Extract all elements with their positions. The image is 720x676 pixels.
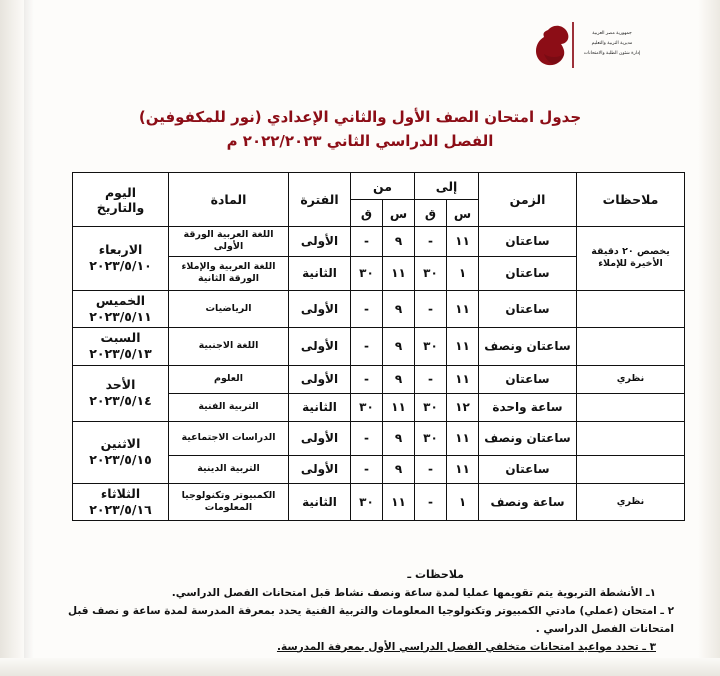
cell-from-minutes: -: [351, 455, 383, 483]
cell-to-minutes: ٣٠: [415, 421, 447, 455]
cell-from-hours: ١١: [383, 393, 415, 421]
cell-period: الأولى: [289, 290, 351, 328]
cell-from-minutes: -: [351, 290, 383, 328]
cell-to-minutes: -: [415, 483, 447, 521]
cell-to-minutes: -: [415, 365, 447, 393]
cell-subject: التربية الفنية: [169, 393, 289, 421]
cell-period: الثانية: [289, 256, 351, 290]
header-subject: المادة: [169, 173, 289, 227]
cell-to-minutes: -: [415, 455, 447, 483]
cell-to-minutes: ٣٠: [415, 256, 447, 290]
title-line-1: جدول امتحان الصف الأول والثاني الإعدادي (نور للمكفوفين): [138, 108, 582, 126]
cell-day-date-value: ٢٠٢٣/٥/١٤: [89, 393, 152, 409]
cell-day-date: [73, 483, 169, 521]
header-period: الفترة: [289, 173, 351, 227]
table-row: [73, 328, 685, 366]
cell-notes: [577, 455, 685, 483]
cell-day-date-value: ٢٠٢٣/٥/١١: [89, 308, 152, 324]
document-title: [0, 108, 720, 150]
cell-day-name: الاربعاء: [98, 242, 143, 258]
cell-from-hours: ٩: [383, 421, 415, 455]
cell-day-name: الاثنين: [100, 435, 141, 451]
cell-from-hours: ٩: [383, 227, 415, 257]
header-time: الزمن: [479, 173, 577, 227]
header-to-hours: س: [447, 200, 479, 227]
cell-from-hours: ٩: [383, 328, 415, 366]
cell-time: ساعتان: [479, 365, 577, 393]
header-from-hours: س: [383, 200, 415, 227]
title-line-2: الفصل الدراسي الثاني ٢٠٢٢/٢٠٢٣ م: [226, 132, 494, 150]
cell-from-hours: ٩: [383, 365, 415, 393]
table-row: [73, 365, 685, 393]
cell-time: ساعة واحدة: [479, 393, 577, 421]
cell-time: ساعة ونصف: [479, 483, 577, 521]
page-edge-right: [698, 0, 720, 676]
cell-period: الأولى: [289, 455, 351, 483]
cell-to-hours: ١١: [447, 365, 479, 393]
cell-notes: [577, 328, 685, 366]
cell-subject: العلوم: [169, 365, 289, 393]
header-day: اليوم: [104, 184, 137, 200]
cell-time: ساعتان: [479, 290, 577, 328]
cell-notes: [577, 421, 685, 455]
cell-day-date-value: ٢٠٢٣/٥/١٠: [89, 258, 152, 274]
table-row: [73, 483, 685, 521]
cell-day-date: [73, 365, 169, 421]
cell-from-minutes: ٣٠: [351, 393, 383, 421]
cell-period: الثانية: [289, 483, 351, 521]
page-edge-bottom: [0, 658, 720, 676]
cell-notes: يخصص ٢٠ دقيقة الأخيرة للإملاء: [577, 227, 685, 291]
table-row: [73, 421, 685, 455]
cell-time: ساعتان ونصف: [479, 328, 577, 366]
header-notes: ملاحظات: [577, 173, 685, 227]
header-date: والتاريخ: [96, 199, 145, 215]
cell-notes: [577, 290, 685, 328]
cell-day-date: [73, 290, 169, 328]
cell-to-minutes: ٣٠: [415, 393, 447, 421]
cell-from-minutes: -: [351, 227, 383, 257]
cell-subject: اللغة العربية الورقة الأولى: [169, 227, 289, 257]
cell-to-minutes: -: [415, 227, 447, 257]
footer-notes: [64, 568, 684, 656]
cell-time: ساعتان: [479, 455, 577, 483]
cell-from-hours: ١١: [383, 483, 415, 521]
logo-caption-line-3: إدارة شئون الطلبة والامتحانات: [583, 51, 641, 56]
cell-subject: التربية الدينية: [169, 455, 289, 483]
cell-to-minutes: -: [415, 290, 447, 328]
cell-to-hours: ١١: [447, 227, 479, 257]
cell-to-hours: ١٢: [447, 393, 479, 421]
ministry-logo: [530, 18, 660, 80]
note-item: ١ـ الأنشطة التربوية يتم تقويمها عمليا لمدة ساعة ونصف نشاط قبل امتحانات الفصل الدراسي.: [171, 587, 656, 599]
cell-day-date-value: ٢٠٢٣/٥/١٦: [89, 501, 152, 517]
cell-period: الأولى: [289, 328, 351, 366]
logo-caption-line-1: جمهورية مصر العربية: [592, 31, 632, 36]
header-day-date: [73, 173, 169, 227]
cell-subject: الدراسات الاجتماعية: [169, 421, 289, 455]
table-header-row-1: [73, 173, 685, 200]
cell-period: الثانية: [289, 393, 351, 421]
cell-from-minutes: -: [351, 421, 383, 455]
cell-from-hours: ١١: [383, 256, 415, 290]
cell-day-date: [73, 227, 169, 291]
cell-time: ساعتان: [479, 256, 577, 290]
cell-to-minutes: ٣٠: [415, 328, 447, 366]
cell-day-date: [73, 328, 169, 366]
logo-caption-line-2: مديرية التربية والتعليم: [591, 41, 633, 46]
cell-day-date-value: ٢٠٢٣/٥/١٥: [89, 452, 152, 468]
cell-day-date-value: ٢٠٢٣/٥/١٣: [89, 346, 152, 362]
cell-day-name: السبت: [100, 330, 141, 346]
header-from: من: [351, 173, 415, 200]
header-from-minutes: ق: [351, 200, 383, 227]
cell-time: ساعتان ونصف: [479, 421, 577, 455]
header-to-minutes: ق: [415, 200, 447, 227]
note-item: ٢ ـ امتحان (عملي) مادتي الكمبيوتر وتكنولوجيا المعلومات والتربية الفنية يحدد بمعرفة المدرسة لمدة ساعة و نصف قبل امتحانات الفصل الدراسي .: [67, 604, 674, 635]
cell-to-hours: ١١: [447, 421, 479, 455]
cell-from-minutes: ٣٠: [351, 256, 383, 290]
cell-subject: اللغة الاجنبية: [169, 328, 289, 366]
cell-from-minutes: -: [351, 328, 383, 366]
table-row: [73, 290, 685, 328]
cell-day-name: الأحد: [105, 376, 136, 392]
cell-to-hours: ١: [447, 256, 479, 290]
egypt-eagle-emblem-icon: [534, 20, 656, 78]
cell-subject: اللغة العربية والإملاء الورقة الثانية: [169, 256, 289, 290]
cell-from-minutes: ٣٠: [351, 483, 383, 521]
cell-day-name: الثلاثاء: [100, 485, 141, 501]
notes-title: ملاحظات ـ: [407, 568, 464, 581]
cell-period: الأولى: [289, 227, 351, 257]
note-item: ٣ ـ تحدد مواعيد امتحانات متخلفي الفصل الدراسي الأول بمعرفة المدرسة.: [276, 640, 656, 653]
cell-day-name: الخميس: [95, 292, 146, 308]
cell-to-hours: ١: [447, 483, 479, 521]
cell-notes: [577, 393, 685, 421]
cell-subject: الكمبيوتر وتكنولوجيا المعلومات: [169, 483, 289, 521]
cell-to-hours: ١١: [447, 290, 479, 328]
cell-time: ساعتان: [479, 227, 577, 257]
exam-schedule-table: [72, 172, 685, 521]
cell-from-hours: ٩: [383, 290, 415, 328]
cell-subject: الرياضيات: [169, 290, 289, 328]
cell-day-date: [73, 421, 169, 483]
page-edge-left: [0, 0, 26, 676]
cell-notes: نظري: [577, 365, 685, 393]
cell-to-hours: ١١: [447, 328, 479, 366]
page-fold-shadow: [24, 0, 34, 676]
cell-period: الأولى: [289, 365, 351, 393]
cell-notes: نظري: [577, 483, 685, 521]
cell-to-hours: ١١: [447, 455, 479, 483]
cell-from-minutes: -: [351, 365, 383, 393]
header-to: إلى: [415, 173, 479, 200]
table-row: [73, 227, 685, 257]
cell-period: الأولى: [289, 421, 351, 455]
cell-from-hours: ٩: [383, 455, 415, 483]
